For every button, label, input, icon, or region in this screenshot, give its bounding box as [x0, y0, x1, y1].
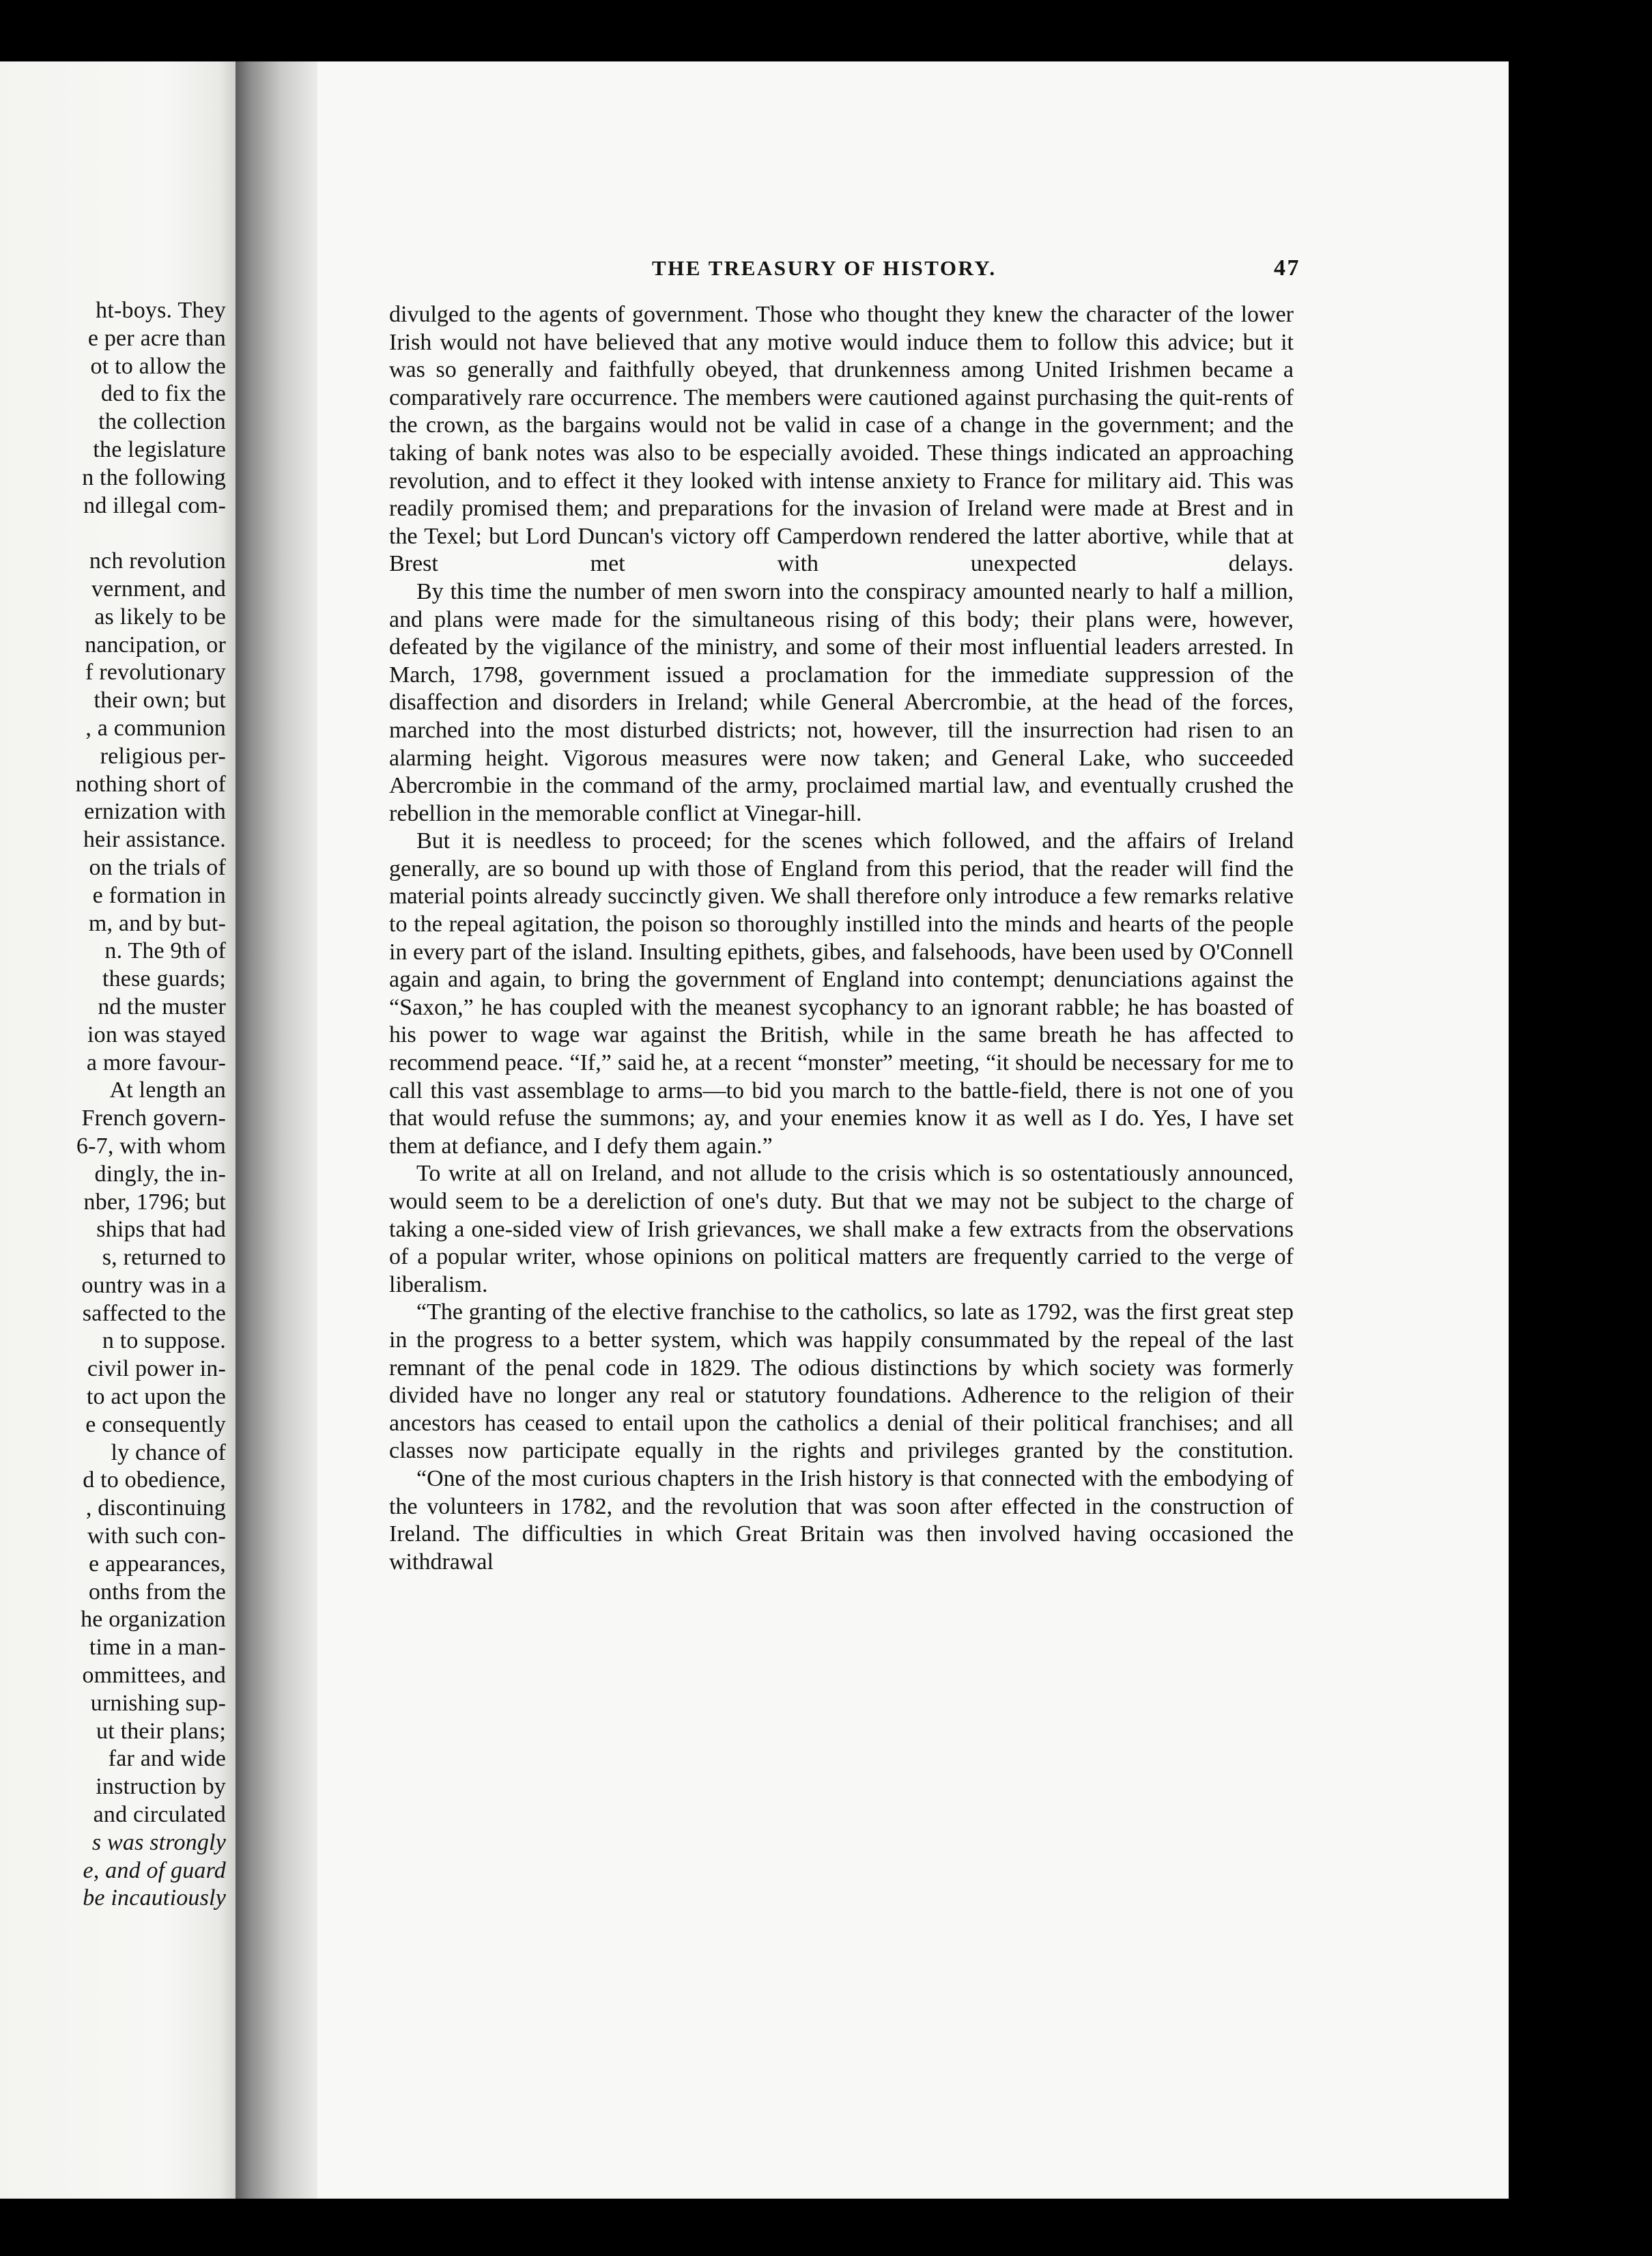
left-page-line: ly chance of: [111, 1439, 226, 1465]
left-page-line: civil power in-: [87, 1356, 226, 1382]
page-number: 47: [1274, 255, 1300, 281]
left-page-line: 6-7, with whom: [76, 1133, 226, 1159]
left-page-line: ht-boys. They: [96, 298, 226, 323]
left-page-line: d to obedience,: [83, 1467, 226, 1493]
left-page: [0, 61, 236, 2199]
running-head: [0, 255, 1300, 282]
left-page-line: [1, 520, 226, 548]
left-page-line: onths from the: [88, 1579, 226, 1605]
left-page-line: s was strongly: [91, 1829, 226, 1855]
left-page-line: n. The 9th of: [104, 938, 226, 964]
body-text: [389, 301, 1294, 1576]
left-page-line: , a communion: [85, 715, 226, 741]
paragraph: To write at all on Ireland, and not allude to the crisis which is so ostentatiously announced, would seem to be a dereliction of one's duty. But that we may not be subject to the charge of taking a one-sided view of Irish grievances, we shall make a few extracts from the observations of a popular writer, whose opinions on political matters are frequently carried to the verge of liberalism.: [389, 1161, 1294, 1297]
left-page-line: n the following: [82, 464, 226, 490]
left-page-line: nothing short of: [75, 771, 226, 797]
left-page-line: nancipation, or: [85, 632, 226, 658]
left-page-line: instruction by: [96, 1774, 226, 1800]
left-page-line: At length an: [109, 1077, 226, 1103]
left-page-line: ommittees, and: [82, 1663, 226, 1689]
left-page-line: far and wide: [108, 1746, 226, 1772]
left-page-line: e formation in: [92, 882, 226, 908]
left-page-line: e appearances,: [89, 1551, 226, 1577]
left-page-line: s, returned to: [102, 1245, 226, 1271]
left-page-line: saffected to the: [82, 1300, 226, 1326]
paragraph: But it is needless to proceed; for the scenes which followed, and the affairs of Ireland generally, are so bound up with those of England from this period, that the reader will find the material points already succinctly given. We shall therefore only introduce a few remarks relative to the repeal agitation, the poison so thoroughly instilled into the minds and hearts of the people in every part of the island. Insulting epithets, gibes, and falsehoods, have been used by O'Connell again and again, to bring the government of England into contempt; denunciations against the “Saxon,” he has coupled with the meanest sycophancy to an ignorant rabble; he has boasted of his power to wage war against the British, while in the same breath he has affected to recommend peace. “If,” said he, at a recent “monster” meeting, “it should be necessary for me to call this vast assemblage to arms—to bid you march to the battle-field, there is not one of you that would refuse the summons; ay, and your enemies know it as well as I do. Yes, I have set them at defiance, and I defy them again.”: [389, 828, 1294, 1159]
left-page-line: ships that had: [96, 1217, 226, 1243]
left-page-line: time in a man-: [89, 1635, 226, 1661]
left-page-line: n to suppose.: [102, 1328, 226, 1354]
left-page-line: their own; but: [94, 688, 226, 714]
left-page-line: nber, 1796; but: [83, 1189, 226, 1215]
left-page-line: a more favour-: [86, 1049, 226, 1075]
paragraph: “One of the most curious chapters in the Irish history is that connected with the embodying of the volunteers in 1782, and the revolution that was soon after effected in the construction of Ireland. The difficulties in which Great Britain was then involved having occasioned the withdrawal: [389, 1465, 1294, 1575]
left-page-line: these guards;: [102, 966, 226, 992]
left-page-line: urnishing sup-: [90, 1690, 226, 1716]
left-page-line: f revolutionary: [85, 660, 226, 686]
left-page-line: ountry was in a: [81, 1272, 226, 1298]
left-page-line: nch revolution: [89, 548, 226, 574]
left-page-line: , discontinuing: [85, 1495, 226, 1521]
left-page-line: he organization: [81, 1607, 226, 1633]
left-page-line: ion was stayed: [87, 1021, 226, 1047]
left-page-line: the legislature: [93, 436, 226, 462]
left-page-line: e consequently: [85, 1411, 226, 1437]
paragraph: By this time the number of men sworn into the conspiracy amounted nearly to half a million, and plans were made for the simultaneous rising of this body; their plans were, however, defeated by the vigilance of the ministry, and some of their most influential leaders arrested. In March, 1798, government issued a proclamation for the immediate suppression of the disaffection and disorders in Ireland; while General Abercrombie, at the head of the forces, marched into the most disturbed districts; not, however, till the insurrection had risen to an alarming height. Vigorous measures were now taken; and General Lake, who succeeded Abercrombie in the command of the army, proclaimed martial law, and eventually crushed the rebellion in the memorable conflict at Vinegar-hill.: [389, 578, 1294, 826]
left-page-line: to act upon the: [86, 1384, 226, 1410]
left-page-line: nd the muster: [98, 993, 226, 1019]
left-page-line: ernization with: [84, 799, 226, 825]
left-page-line: religious per-: [100, 743, 226, 769]
left-page-line: with such con-: [87, 1523, 226, 1549]
paragraph: “The granting of the elective franchise to the catholics, so late as 1792, was the first great step in the progress to a better system, which was happily consummated by the repeal of the last remnant of the penal code in 1829. The odious distinctions by which society was formerly divided have no longer any real or statutory foundations. Adherence to the religion of their ancestors has ceased to entail upon the catholics a denial of their political franchises; and all classes now participate equally in the rights and privileges granted by the constitution.: [389, 1299, 1294, 1464]
left-page-line: ot to allow the: [90, 353, 226, 379]
left-page-text: [1, 297, 226, 1913]
book-gutter: [236, 61, 317, 2199]
left-page-line: heir assistance.: [83, 827, 226, 853]
left-page-line: ded to fix the: [100, 381, 226, 407]
left-page-line: dingly, the in-: [94, 1161, 226, 1187]
left-page-line: e per acre than: [87, 325, 226, 351]
left-page-line: on the trials of: [89, 854, 226, 880]
left-page-line: m, and by but-: [88, 910, 226, 936]
running-head-title: THE TREASURY OF HISTORY.: [652, 256, 997, 280]
left-page-line: ut their plans;: [96, 1718, 226, 1744]
left-page-line: and circulated: [93, 1802, 226, 1828]
left-page-line: vernment, and: [91, 576, 226, 602]
left-page-line: be incautiously: [83, 1885, 226, 1911]
paragraph: divulged to the agents of government. Those who thought they knew the character of the lower Irish would not have believed that any motive would induce them to follow this advice; but it was so generally and faithfully obeyed, that drunkenness among United Irishmen became a comparatively rare occurrence. The members were cautioned against purchasing the quit-rents of the crown, as the bargains would not be valid in case of a change in the government; and the taking of bank notes was also to be especially avoided. These things indicated an approaching revolution, and to effect it they looked with intense anxiety to France for military aid. This was readily promised them; and preparations for the invasion of Ireland were made at Brest and in the Texel; but Lord Duncan's victory off Camperdown rendered the latter abortive, while that at Brest met with unexpected delays.: [389, 302, 1294, 577]
left-page-line: the collection: [98, 409, 226, 435]
left-page-line: nd illegal com-: [83, 492, 226, 518]
left-page-line: e, and of guard: [83, 1857, 226, 1883]
left-page-line: French govern-: [81, 1105, 226, 1131]
left-page-line: as likely to be: [94, 604, 226, 630]
